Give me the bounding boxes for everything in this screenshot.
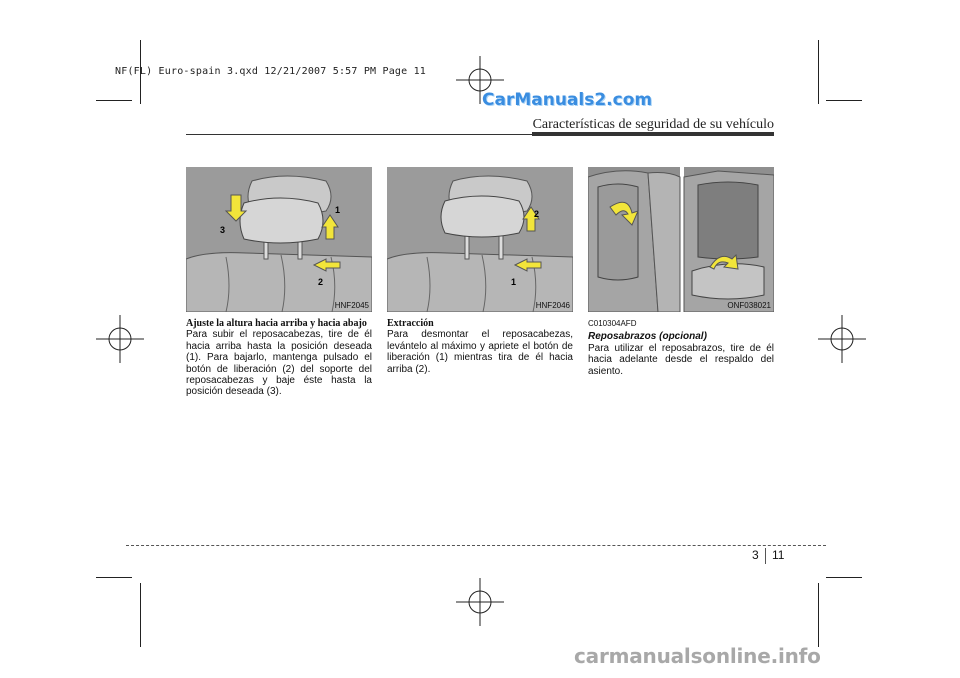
body-height-adjust: Para subir el reposacabezas, tire de él hacia arriba hasta la posición deseada (1). Para bajarlo, mantenga pulsado el botón de liberación (2) del soporte del reposacabezas y baje éste hasta la posición deseada (3).: [186, 329, 372, 398]
crop-mark: [826, 577, 862, 578]
heading-height-adjust: Ajuste la altura hacia arriba y hacia abajo: [186, 318, 367, 329]
header-rule-thick: [532, 132, 774, 136]
body-removal: Para desmontar el reposacabezas, levántelo al máximo y apriete el botón de liberación (1) mientras tira de él hacia arriba (2).: [387, 329, 573, 375]
armrest-illustration: [588, 167, 774, 312]
page-number: 11: [772, 548, 785, 562]
registration-mark-icon: [96, 315, 144, 363]
heading-removal: Extracción: [387, 318, 434, 329]
footer-rule: [126, 545, 826, 546]
file-header: NF(FL) Euro-spain 3.qxd 12/21/2007 5:57 PM Page 11: [115, 66, 427, 77]
callout-2: 2: [534, 209, 540, 219]
figure-armrest: [588, 167, 774, 312]
watermark-bottom[interactable]: carmanualsonline.info: [574, 644, 821, 668]
header-rule: [186, 134, 532, 135]
crop-mark: [818, 583, 819, 647]
body-armrest: Para utilizar el reposabrazos, tire de él hacia adelante desde el respaldo del asiento.: [588, 342, 774, 377]
callout-2: 2: [318, 277, 324, 287]
chapter-number: 3: [752, 548, 759, 562]
registration-mark-icon: [456, 578, 504, 626]
crop-mark: [96, 100, 132, 101]
headrest-removal-illustration: [387, 167, 573, 312]
figure-headrest-height: [186, 167, 372, 312]
watermark-top[interactable]: CarManuals2.com: [482, 90, 653, 110]
crop-mark: [818, 40, 819, 104]
page-number-divider: [765, 548, 766, 564]
column-armrest: [588, 318, 774, 377]
callout-3: 3: [220, 225, 226, 235]
registration-mark-icon: [818, 315, 866, 363]
column-height-adjust: [186, 318, 372, 398]
crop-mark: [96, 577, 132, 578]
crop-mark: [140, 583, 141, 647]
figure-code: HNF2046: [535, 301, 570, 310]
headrest-height-illustration: [186, 167, 372, 312]
heading-armrest: Reposabrazos (opcional): [588, 331, 707, 343]
section-code: C010304AFD: [588, 319, 637, 328]
figure-code: HNF2045: [334, 301, 369, 310]
callout-1: 1: [335, 205, 341, 215]
column-removal: [387, 318, 573, 375]
figure-code: ONF038021: [727, 301, 771, 310]
crop-mark: [826, 100, 862, 101]
callout-1: 1: [511, 277, 517, 287]
figure-headrest-removal: [387, 167, 573, 312]
section-title: Características de seguridad de su vehículo: [532, 117, 774, 132]
